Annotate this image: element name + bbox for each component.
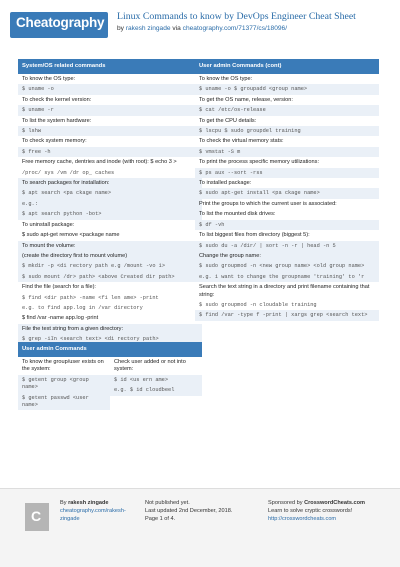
sheet-url-link[interactable]: cheatography.com/71377/cs/18096/ (182, 25, 288, 32)
description-text: $ sudo apt-get remove <package name (22, 232, 120, 239)
command-line: e.g. to find app.log in /var directory (22, 304, 143, 311)
cell-code: $ getent passwd <user name> (18, 393, 110, 411)
cell-code: e.g. $ id cloudbeel (110, 385, 202, 395)
author-url-cont[interactable]: zingade (60, 516, 80, 522)
sponsor-block (268, 499, 365, 523)
description-text: To get the CPU details: (199, 117, 257, 124)
command-line: $ uname -o $ groupadd <group name> (195, 84, 379, 94)
command-line: $ df -vh (195, 220, 379, 230)
sponsor-prefix: Sponsored by (268, 500, 303, 506)
published-status: Not published yet. (145, 500, 190, 506)
description-text: To check the kernel version: (22, 96, 92, 103)
command-line: $ ps aux --sort -rss (195, 168, 379, 178)
admin-cell (18, 357, 110, 410)
byline (117, 25, 287, 32)
cell-code: $ getent group <group name> (18, 375, 110, 393)
logo-text: Cheatography (16, 15, 105, 30)
command-line: $ lshw (18, 126, 202, 136)
command-line: $ cat /etc/os-release (195, 105, 379, 115)
description-text: File the text string from a given directory: (18, 324, 202, 334)
description-text: Free memory cache, dentries and inode (with root): $ echo 3 > (22, 159, 177, 166)
author-name[interactable]: rakesh zingade (68, 500, 109, 506)
via-text: via (172, 25, 181, 32)
page-footer (0, 488, 400, 567)
description-text: (create the directory first to mount volume) (18, 251, 202, 261)
last-updated: Last updated 2nd December, 2018. (145, 508, 233, 514)
command-line: $ mkdir -p <di rectory path e.g /mount -vo 1> (18, 261, 202, 271)
description-text: To get the OS name, release, version: (199, 96, 293, 103)
avatar (25, 503, 49, 531)
description-text: To know the OS type: (22, 76, 76, 82)
description-text: To list biggest files from directory (biggest 5): (199, 232, 310, 239)
description-text: Change the group name: (195, 251, 379, 261)
command-line: e.g. i want to change the groupname 'training' to 'r (195, 272, 379, 282)
description-text: To list the system hardware: (22, 117, 92, 124)
page-title: Linux Commands to know by DevOps Engineer Cheat Sheet (117, 11, 356, 22)
system-commands-section (18, 59, 202, 345)
avatar-letter: C (31, 508, 42, 524)
description-text: To print the process specific memory utilizations: (199, 159, 319, 166)
command-line: $ apt search <pa ckage name> (18, 188, 202, 198)
admin-cell (110, 357, 202, 410)
command-line: $ vmstat -S m (195, 147, 379, 157)
command-line: $ free -h (18, 147, 202, 157)
command-line: $ uname -o (18, 84, 202, 94)
description-text: To know the OS type: (199, 76, 253, 82)
by-prefix: by (117, 25, 124, 32)
by-label: By (60, 500, 67, 506)
author-link[interactable]: rakesh zingade (125, 25, 171, 32)
description-text: To search packages for installation: (18, 178, 202, 188)
sponsor-name[interactable]: CrosswordCheats.com (304, 500, 366, 506)
cheatography-logo[interactable] (10, 12, 108, 38)
cell-code: $ id <us ern ame> (110, 375, 202, 385)
description-text: To installed package: (199, 180, 252, 187)
description-text: To uninstall package: (22, 221, 75, 228)
user-admin-section (18, 342, 202, 410)
sponsor-url[interactable]: http://crosswordcheats.com (268, 516, 337, 522)
command-line: $ sudo du -a /dir/ | sort -n -r | head -n 5 (195, 241, 379, 251)
command-line: /proc/ sys /vm /dr op_ caches (22, 169, 115, 176)
description-text: To list the mounted disk drives: (199, 211, 276, 218)
section-title: User admin Commands (18, 342, 202, 357)
command-line: $ apt search python -bot> (18, 209, 202, 219)
cell-title: Check user added or not into system: (114, 359, 186, 373)
author-url[interactable]: cheatography.com/rakesh- (60, 508, 126, 514)
command-line: $ grep -iIn <search text> <di rectory path> (18, 334, 202, 344)
description-text: Find the file (search for a file): (22, 284, 96, 291)
description-text: Search the text string in a directory and print filename containing that string: (199, 284, 370, 298)
command-line: $ find <dir path> -name <fi len ame> -print (22, 294, 159, 301)
command-line: $ lscpu $ sudo groupdel training (195, 126, 379, 136)
publish-info (145, 499, 232, 523)
description-text: Print the groups to which the current user is associated: (199, 200, 337, 207)
command-line: $ sudo groupmod -n <new group name> <old group name> (195, 261, 379, 271)
section-title: System/OS related commands (18, 59, 202, 74)
page-header (0, 0, 400, 50)
description-text: $ find /var -name app.log -print (22, 315, 99, 322)
sponsor-tagline: Learn to solve cryptic crosswords! (268, 508, 353, 514)
user-admin-cont-section (195, 59, 379, 321)
command-line: e.g.: (18, 199, 202, 209)
command-line: $ find /var -type f -print | xargs grep <search text> (195, 310, 379, 320)
description-text: To check the virtual memory stats: (199, 138, 284, 145)
author-block (60, 499, 126, 523)
cell-title: To know the group/user exists on the system: (22, 359, 104, 373)
command-line: $ sudo groupmod -n cloudable training (199, 301, 317, 308)
command-line: $ sudo mount /dr> path> <above Created dir path> (18, 272, 202, 282)
command-line: $ uname -r (18, 105, 202, 115)
description-text: To check system memory: (22, 138, 87, 145)
section-title: User admin Commands (cont) (195, 59, 379, 74)
description-text: To mount the volume: (18, 241, 202, 251)
page-number: Page 1 of 4. (145, 516, 176, 522)
command-line: $ sudo apt-get install <pa ckage name> (195, 188, 379, 198)
